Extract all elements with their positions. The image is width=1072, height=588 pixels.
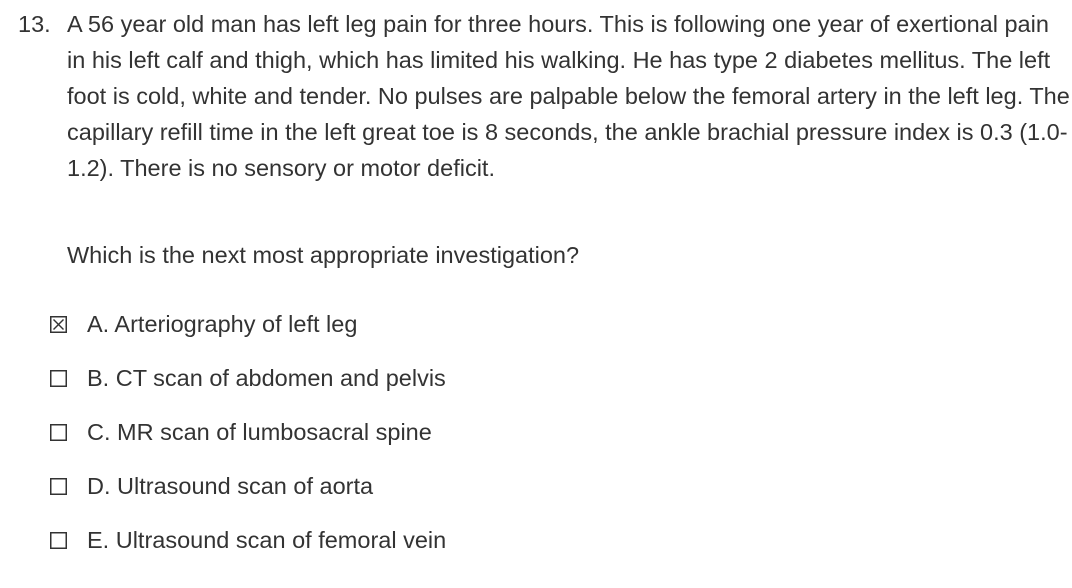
checkbox-icon[interactable] <box>50 370 67 387</box>
option-label: B. CT scan of abdomen and pelvis <box>87 365 446 391</box>
option-d[interactable] <box>50 468 446 504</box>
answer-options <box>50 306 446 576</box>
option-a[interactable] <box>50 306 446 342</box>
option-b[interactable] <box>50 360 446 396</box>
option-c[interactable] <box>50 414 446 450</box>
checkbox-icon[interactable] <box>50 424 67 441</box>
question-prompt: Which is the next most appropriate investigation? <box>67 242 580 268</box>
checked-checkbox-icon[interactable] <box>50 316 67 333</box>
option-label: A. Arteriography of left leg <box>87 311 358 337</box>
option-label: E. Ultrasound scan of femoral vein <box>87 527 447 553</box>
question-stem: A 56 year old man has left leg pain for three hours. This is following one year of exertional pain in his left calf and thigh, which has limited his walking. He has type 2 diabetes mellitus. The left foot is cold, white and tender. No pulses are palpable below the femoral artery in the left leg. The capillary refill time in the left great toe is 8 seconds, the ankle brachial pressure index is 0.3 (1.0-1.2). There is no sensory or motor deficit. <box>67 11 1070 181</box>
option-e[interactable] <box>50 522 446 558</box>
option-label: C. MR scan of lumbosacral spine <box>87 419 432 445</box>
checkbox-icon[interactable] <box>50 478 67 495</box>
question-number: 13. <box>18 11 51 37</box>
option-label: D. Ultrasound scan of aorta <box>87 473 374 499</box>
checkbox-icon[interactable] <box>50 532 67 549</box>
